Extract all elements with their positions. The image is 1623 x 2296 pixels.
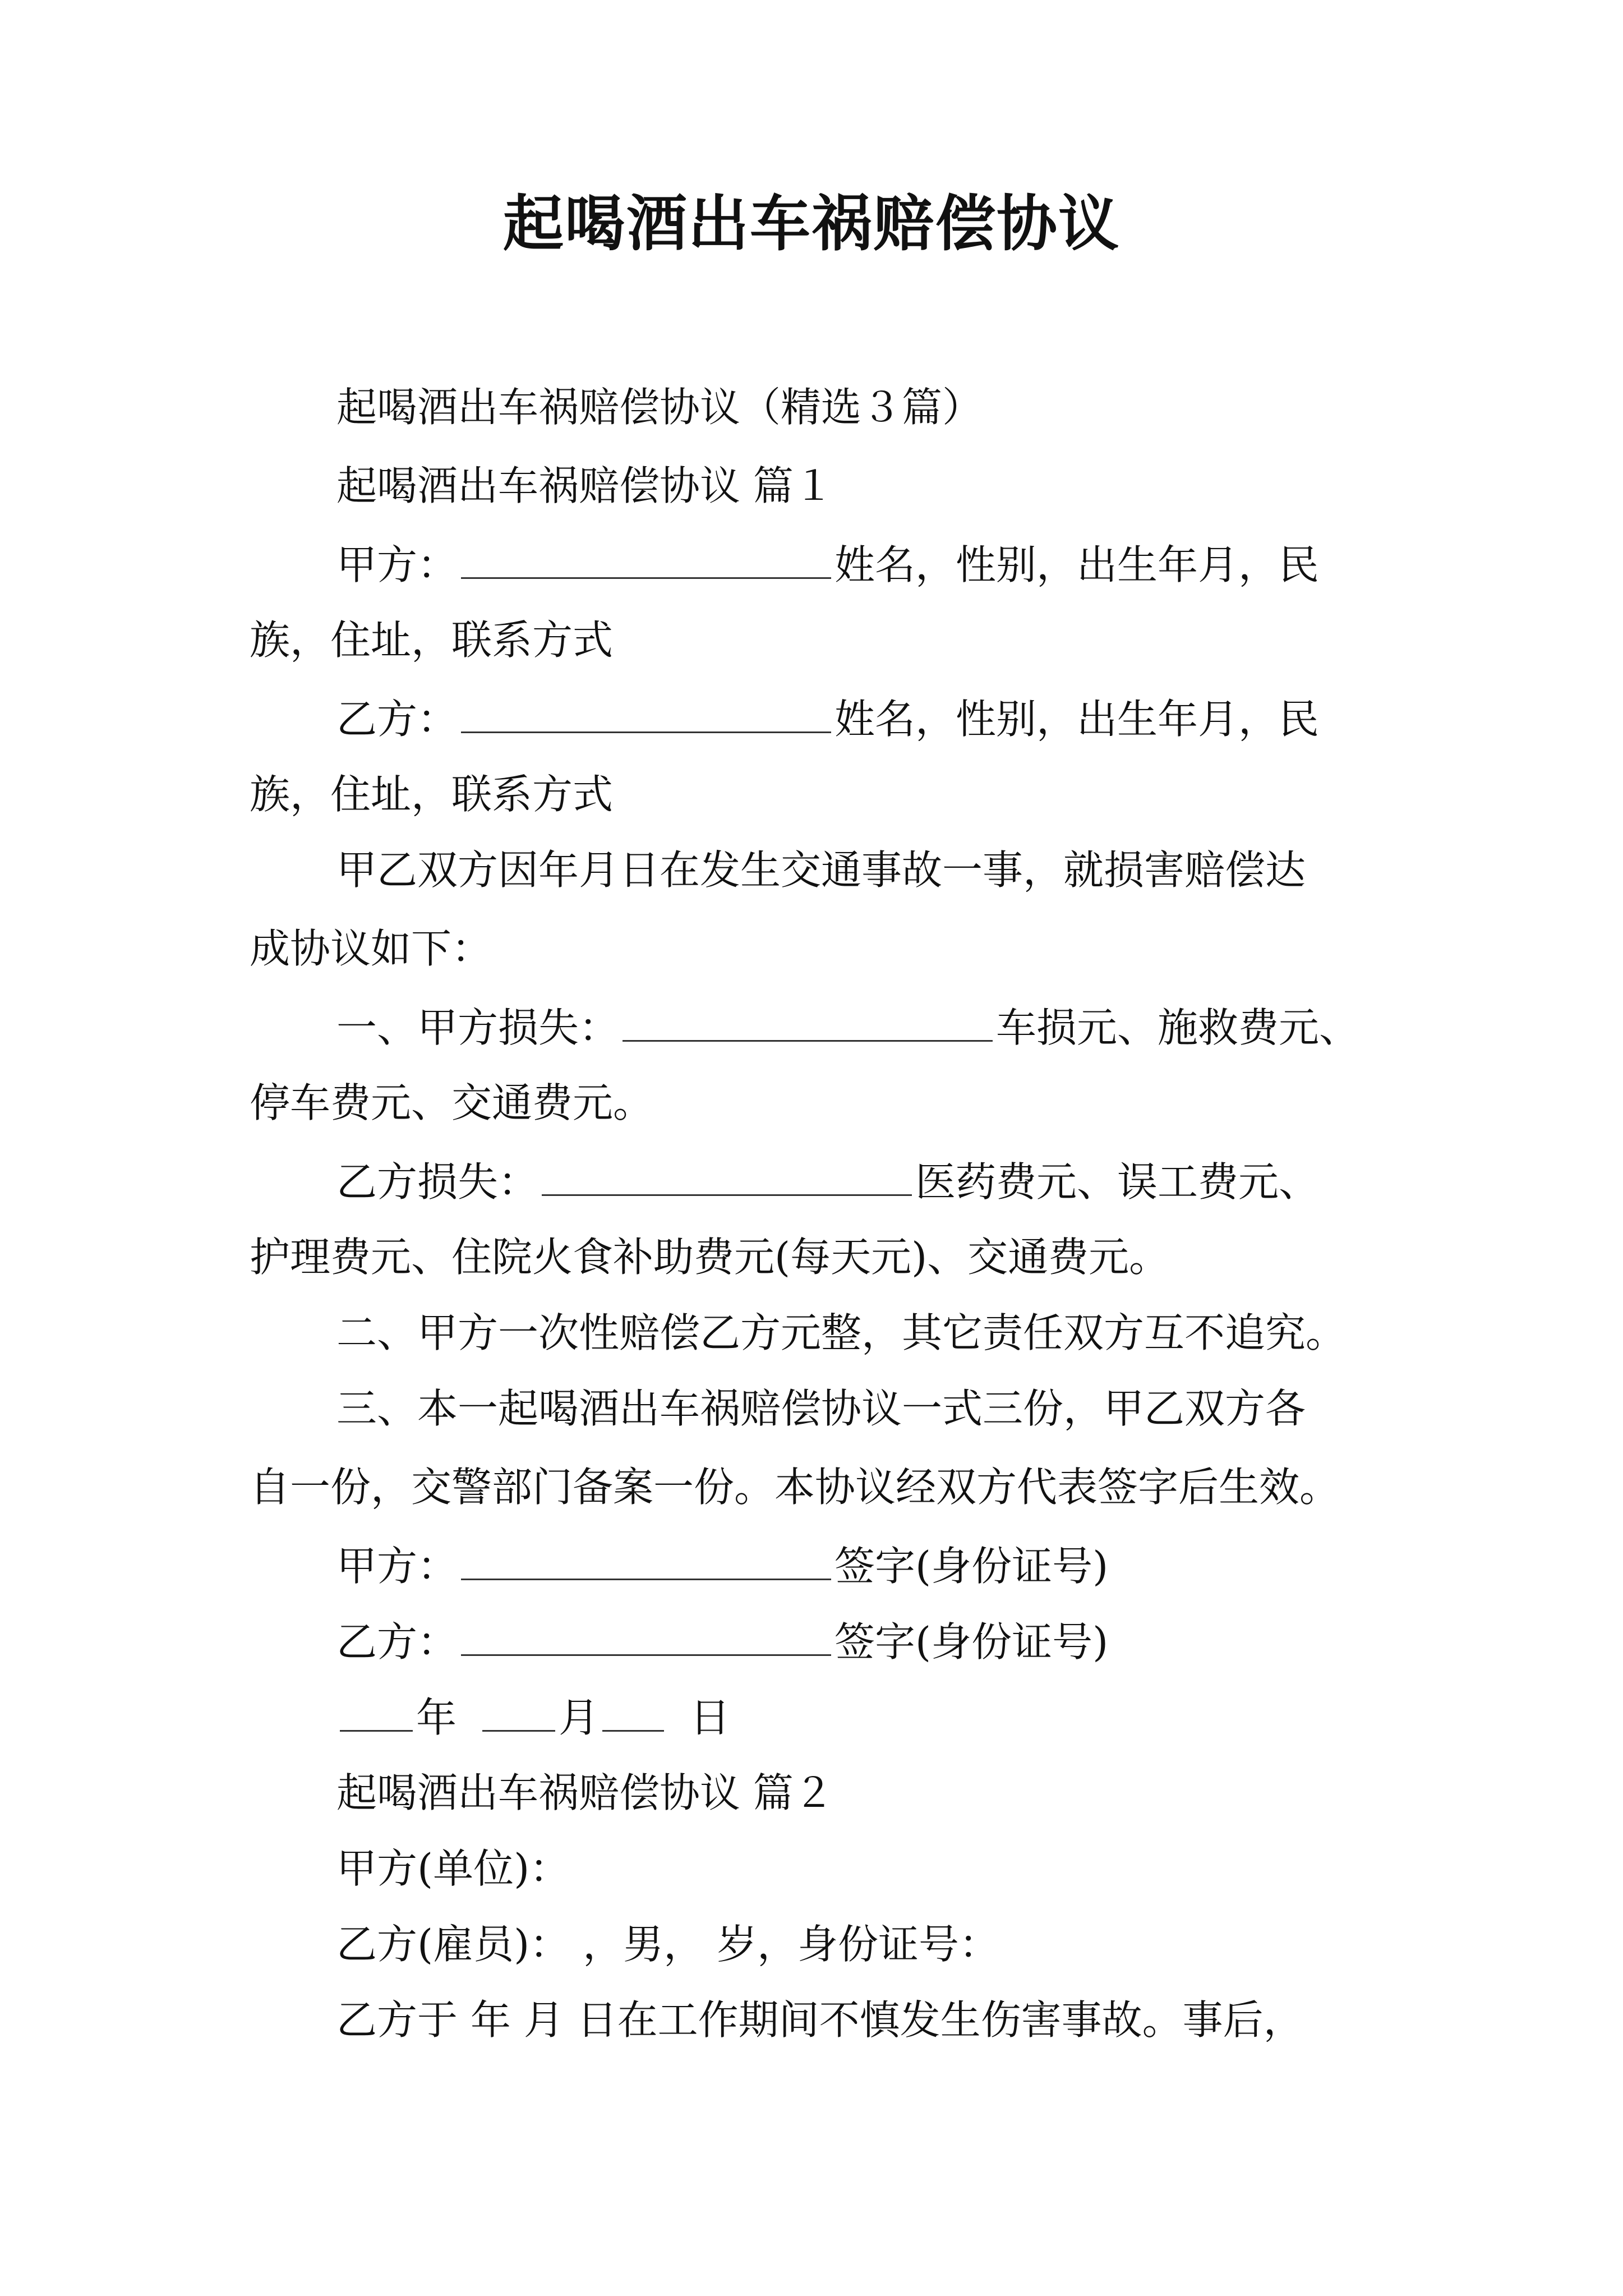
clause-1b-cont: 护理费元、住院火食补助费元(每天元)、交通费元。: [250, 1234, 1170, 1281]
sign-a-line: [336, 1543, 1109, 1590]
day-label: 日: [690, 1694, 731, 1741]
clause-1-items: 车损元、施救费元、: [996, 1004, 1360, 1051]
clause-1-cont: 停车费元、交通费元。: [250, 1079, 654, 1126]
clause-2: 二、甲方一次性赔偿乙方元整，其它责任双方互不追究。: [336, 1309, 1347, 1356]
document-title: 起喝酒出车祸赔偿协议: [502, 188, 1120, 259]
clause-3-cont: 自一份，交警部门备案一份。本协议经双方代表签字后生效。: [250, 1464, 1340, 1511]
agreement-intro-cont: 成协议如下：: [250, 925, 492, 972]
date-line: [336, 1694, 731, 1741]
clause-1-line: [336, 1004, 1360, 1051]
party-b-info-cont: 族，住址，联系方式: [250, 771, 614, 818]
clause-1-blank: [623, 1004, 993, 1042]
sign-a-label: 甲方：: [336, 1543, 458, 1590]
party-a-blank: [461, 541, 831, 579]
employer-line: 甲方(单位)：: [336, 1845, 570, 1892]
party-b-info: 姓名，性别，出生年月，民: [834, 696, 1320, 743]
party-b-label: 乙方：: [336, 696, 458, 743]
year-label: 年: [416, 1694, 457, 1741]
section-heading-2: 起喝酒出车祸赔偿协议 篇２: [336, 1769, 834, 1816]
subtitle-line: 起喝酒出车祸赔偿协议（精选３篇）: [336, 384, 983, 431]
sign-b-text: 签字(身份证号): [834, 1618, 1109, 1665]
party-b-blank: [461, 696, 831, 733]
agreement-intro: 甲乙双方因年月日在发生交通事故一事，就损害赔偿达: [336, 846, 1306, 894]
month-label: 月: [559, 1694, 600, 1741]
month-blank: [482, 1694, 555, 1732]
clause-3: 三、本一起喝酒出车祸赔偿协议一式三份，甲乙双方各: [336, 1385, 1306, 1432]
sign-b-label: 乙方：: [336, 1618, 458, 1665]
party-a-line: [336, 541, 1320, 588]
sign-b-line: [336, 1618, 1109, 1665]
clause-1-label: 一、甲方损失：: [336, 1004, 620, 1051]
sign-a-blank: [461, 1543, 831, 1580]
employee-line: 乙方(雇员)： ，男， 岁，身份证号：: [336, 1921, 999, 1968]
clause-1b-blank: [542, 1158, 912, 1196]
sign-b-blank: [461, 1618, 831, 1656]
party-b-line: [336, 696, 1320, 743]
clause-1b-items: 医药费元、误工费元、: [915, 1158, 1320, 1205]
day-blank: [602, 1694, 664, 1732]
incident-line: 乙方于 年 月 日在工作期间不慎发生伤害事故。事后，: [336, 1996, 1304, 2044]
sign-a-text: 签字(身份证号): [834, 1543, 1109, 1590]
clause-1b-line: [336, 1158, 1320, 1205]
year-blank: [340, 1694, 413, 1732]
party-a-info-cont: 族，住址，联系方式: [250, 616, 614, 664]
party-a-label: 甲方：: [336, 541, 458, 588]
party-a-info: 姓名，性别，出生年月，民: [834, 541, 1320, 588]
section-heading-1: 起喝酒出车祸赔偿协议 篇１: [336, 462, 834, 509]
clause-1b-label: 乙方损失：: [336, 1158, 539, 1205]
